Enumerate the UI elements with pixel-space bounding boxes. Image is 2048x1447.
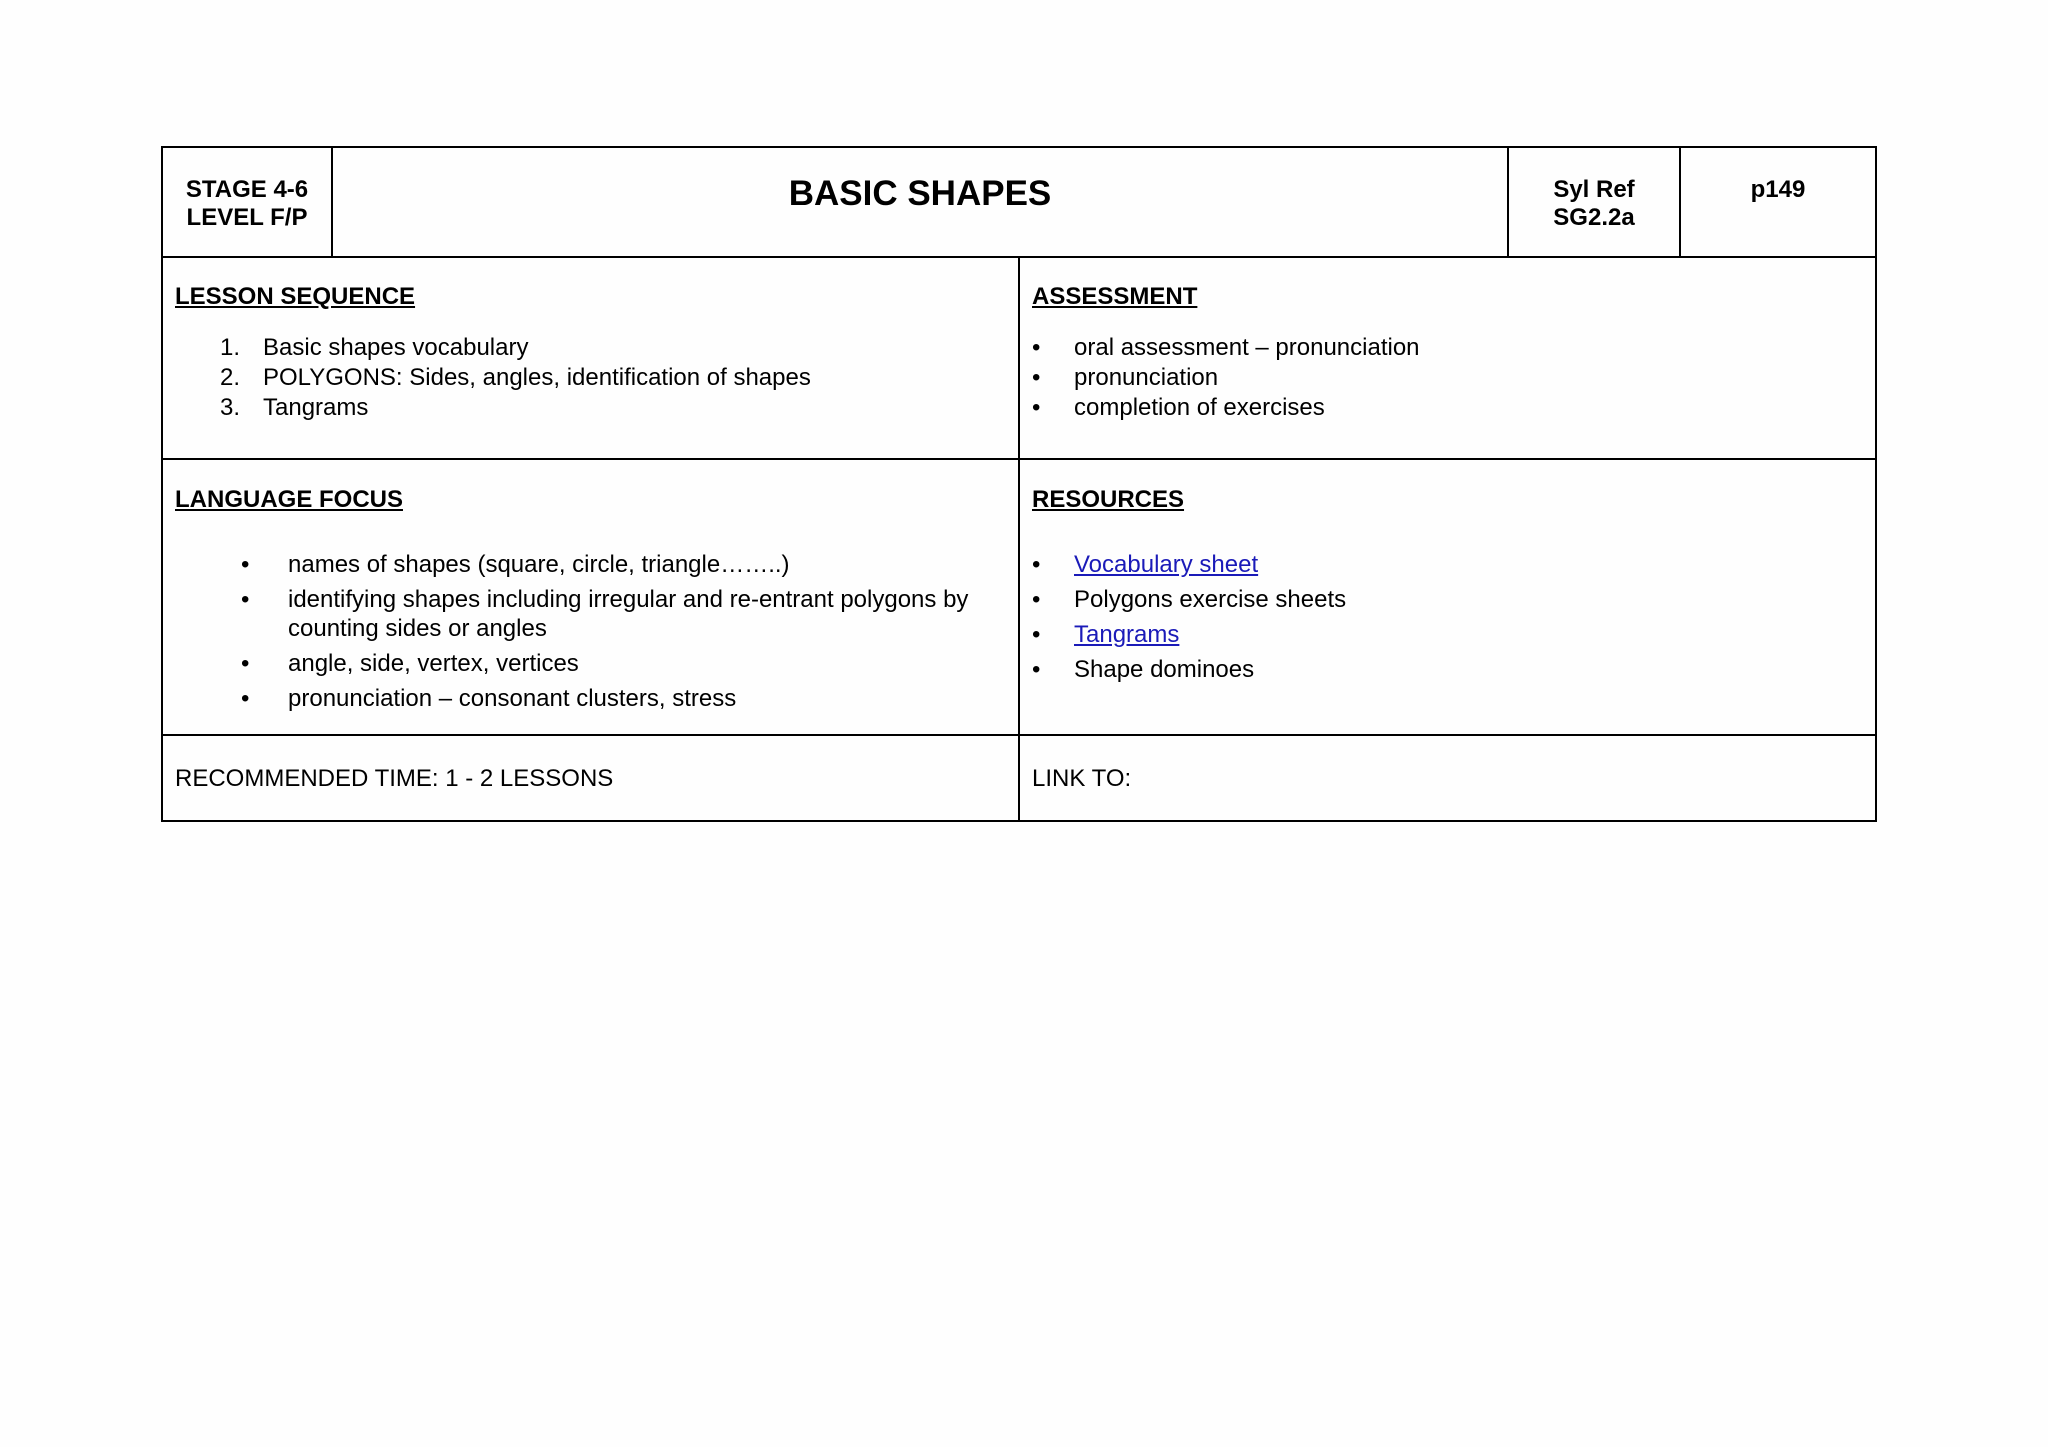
lesson-sequence-list (175, 333, 1006, 423)
assessment-cell (1020, 257, 1875, 458)
lesson-sequence-cell (163, 257, 1020, 458)
resources-heading: RESOURCES (1032, 486, 1185, 513)
list-item (1032, 550, 1863, 579)
list-item-text: identifying shapes including irregular and re-entrant polygons by counting sides or angles (288, 586, 969, 642)
stage-level-cell (163, 148, 333, 256)
link-to-text: LINK TO: (1032, 765, 1132, 792)
bullet-icon: • (1032, 586, 1041, 613)
syl-ref-label: Syl Ref (1553, 176, 1635, 203)
list-item-text: names of shapes (square, circle, triangle……..) (288, 551, 790, 578)
bullet-icon: • (241, 650, 250, 677)
list-item (1032, 393, 1863, 422)
list-item (1032, 585, 1863, 614)
list-item (1032, 655, 1863, 684)
recommended-time-text: RECOMMENDED TIME: 1 - 2 LESSONS (175, 765, 614, 792)
list-item-text: angle, side, vertex, vertices (288, 650, 579, 677)
list-item-text: pronunciation – consonant clusters, stress (288, 685, 737, 712)
lesson-sequence-heading: LESSON SEQUENCE (175, 283, 416, 310)
page-ref: p149 (1750, 176, 1806, 203)
list-item (175, 585, 1006, 643)
bullet-icon: • (1032, 551, 1041, 578)
assessment-list (1032, 333, 1863, 422)
header-table (161, 146, 1877, 258)
bullet-icon: • (241, 551, 250, 578)
language-focus-heading: LANGUAGE FOCUS (175, 486, 403, 513)
table-row (163, 736, 1875, 820)
list-item (175, 550, 1006, 579)
vocabulary-sheet-link[interactable]: Vocabulary sheet (1074, 551, 1259, 578)
table-row (163, 460, 1875, 736)
syl-ref-code: SG2.2a (1553, 204, 1635, 231)
list-item (175, 684, 1006, 713)
tangrams-link[interactable]: Tangrams (1074, 621, 1180, 648)
list-item-text: completion of exercises (1074, 394, 1325, 421)
syllabus-ref-cell (1509, 148, 1681, 256)
list-number: 3. (220, 394, 241, 421)
bullet-icon: • (1032, 394, 1041, 421)
recommended-time-cell (163, 736, 1020, 820)
table-row (163, 257, 1875, 460)
bullet-icon: • (1032, 364, 1041, 391)
list-item-text: pronunciation (1074, 364, 1219, 391)
language-focus-list (175, 550, 1006, 713)
link-to-cell (1020, 736, 1875, 820)
list-number: 1. (220, 334, 241, 361)
main-table (161, 257, 1877, 822)
bullet-icon: • (241, 685, 250, 712)
bullet-icon: • (1032, 621, 1041, 648)
list-item (175, 393, 1006, 423)
list-item (175, 333, 1006, 363)
list-item-text: POLYGONS: Sides, angles, identification of shapes (263, 364, 811, 391)
page-title: BASIC SHAPES (788, 174, 1052, 213)
resources-list (1032, 550, 1863, 684)
list-item-text: Polygons exercise sheets (1074, 586, 1347, 613)
list-item-text: Basic shapes vocabulary (263, 334, 529, 361)
list-number: 2. (220, 364, 241, 391)
language-focus-cell (163, 460, 1020, 734)
level-label: LEVEL F/P (186, 204, 308, 231)
resources-cell (1020, 460, 1875, 734)
list-item (1032, 363, 1863, 392)
page-ref-cell (1681, 148, 1875, 256)
list-item (175, 649, 1006, 678)
bullet-icon: • (241, 586, 250, 613)
bullet-icon: • (1032, 656, 1041, 683)
list-item-text: Shape dominoes (1074, 656, 1255, 683)
list-item-text: Tangrams (263, 394, 369, 421)
stage-label: STAGE 4-6 (185, 176, 309, 203)
list-item (1032, 333, 1863, 362)
list-item (1032, 620, 1863, 649)
list-item (175, 363, 1006, 393)
assessment-heading: ASSESSMENT (1032, 283, 1198, 310)
title-cell (333, 148, 1509, 256)
bullet-icon: • (1032, 334, 1041, 361)
list-item-text: oral assessment – pronunciation (1074, 334, 1420, 361)
